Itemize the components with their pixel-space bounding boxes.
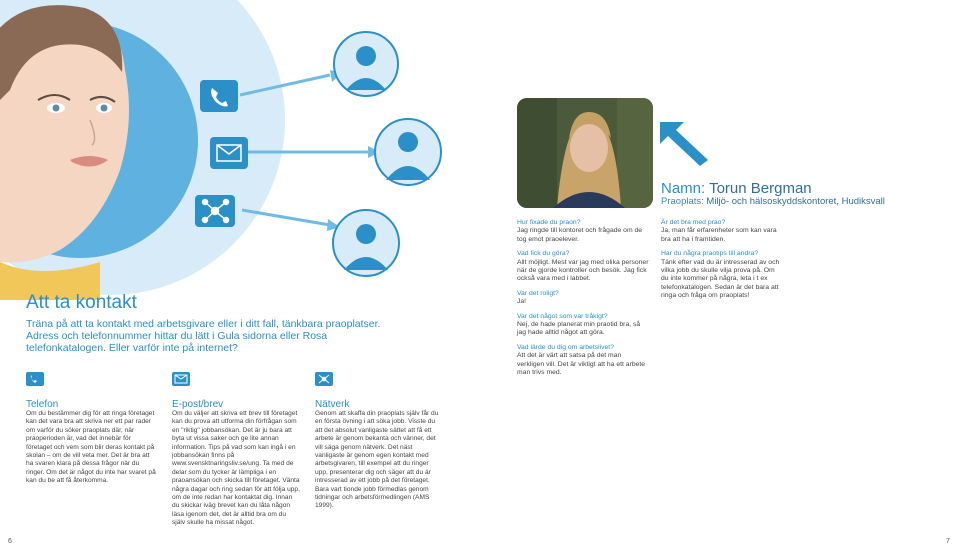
portrait-photo — [517, 98, 653, 208]
person-man-icon — [375, 119, 441, 185]
lead-text: Träna på att ta kontakt med arbetsgivare eller i ditt fall, tänkbara praoplatser. Adress och telefonnummer hittar du lätt i Gula sidorna eller Rosa telefonkatalogen. Eller varför inte på internet? — [26, 318, 381, 354]
answer: Jag ringde till kontoret och frågade om de tog emot praoelever. — [517, 227, 643, 243]
question: Var det roligt? — [517, 289, 559, 297]
person-woman-2-icon — [333, 210, 399, 276]
qa-column-left — [517, 219, 649, 384]
question: Är det bra med prao? — [661, 219, 726, 226]
qa-column-right — [661, 219, 783, 307]
person-woman-1-icon — [334, 32, 398, 96]
envelope-icon — [172, 372, 190, 386]
column-heading: E-post/brev — [172, 399, 224, 410]
answer: Att det är värt att satsa på det man verkligen vill. Det är viktigt att ha ett arbete man trivs med. — [517, 352, 646, 377]
question: Vad fick du göra? — [517, 250, 570, 258]
answer: Ja! — [517, 298, 527, 306]
answer: Allt möjligt. Mest var jag med olika personer när de gjorde kontroller och besök. Jag fick också vara med i labbet. — [517, 258, 649, 283]
arrow-up-left-icon — [656, 120, 711, 168]
place-value: Miljö- och hälsoskyddskontoret, Hudiksvall — [706, 196, 885, 207]
column-telefon — [26, 372, 156, 486]
column-heading: Nätverk — [315, 399, 350, 410]
answer: Nej, de hade planerat min praotid bra, så jag hade alltid något att göra. — [517, 321, 641, 337]
column-heading: Telefon — [26, 399, 59, 410]
page-title: Att ta kontakt — [26, 292, 137, 313]
column-natverk — [315, 372, 443, 511]
question: Hur fixade du praon? — [517, 219, 581, 226]
column-text: Genom att skaffa din praoplats själv får du en första övning i att söka jobb. Visste du att det absolut vanligaste sättet att få ett arbete är genom bekanta och vänner, det vill säga genom nätverk. Det näst vanligaste är genom egen kontakt med arbetsgivaren, till exempel att du ringer upp, presenterar dig och säger att du är intresserad av ett jobb på det företaget. Bara vart tionde jobb förmedlas genom tidningar och arbetsförmedlingen (AMS 1999). — [315, 410, 439, 510]
column-text: Om du bestämmer dig för att ringa företaget kan det vara bra att skriva ner ett par rader om varför du söker praoplats där, när praoperioden är, vad det innebär för företaget och vem som blir deras kontakt på skolan – om de vill veta mer. Det är bra att ha svaren klara på dessa frågor när du ringer. Om det är något du inte har svaret på kan du be att få återkomma. — [26, 410, 156, 485]
column-epost — [172, 372, 300, 528]
network-icon — [315, 372, 333, 386]
name-label: Namn: — [661, 180, 706, 197]
place-line — [661, 196, 885, 207]
place-label: Praoplats: — [661, 196, 704, 207]
page-number-left: 6 — [8, 538, 12, 545]
column-text: Om du väljer att skriva ett brev till företaget kan du prova att utforma din förfrågan som en "riktig" jobbansökan. Det är ju bara att byta ut vissa saker och ge lite annan information. Tips på vad som kan ingå i en jobbansökan finns på www.svensktnaringsliv.se/ung. Ta med de delar som du tycker är lämpliga i en praoansökan och skicka till företaget. Vänta några dagar och ring sedan för att följa upp, om de inte redan har kontaktat dig. Innan du skickar iväg brevet kan du låta någon läsa igenom det, det är alltid bra om du själv skulle ha missat något. — [172, 410, 300, 527]
answer: Ja, man får erfarenheter som kan vara bra att ha i framtiden. — [661, 227, 777, 243]
name-line — [661, 180, 812, 197]
question: Vad lärde du dig om arbetslivet? — [517, 343, 614, 351]
question: Har du några praotips till andra? — [661, 250, 759, 258]
answer: Tänk efter vad du är intresserad av och vilka jobb du skulle vilja prova på. Om du inte kommer på några, leta i t ex telefonkatalogen. Sedan är det bara att ringa och fråga om praoplats! — [661, 258, 780, 300]
page-number-right: 7 — [946, 538, 950, 545]
contact-illustration — [0, 0, 460, 300]
phone-icon — [26, 372, 44, 386]
person-name: Torun Bergman — [709, 180, 812, 197]
question: Var det något som var tråkigt? — [517, 312, 608, 320]
